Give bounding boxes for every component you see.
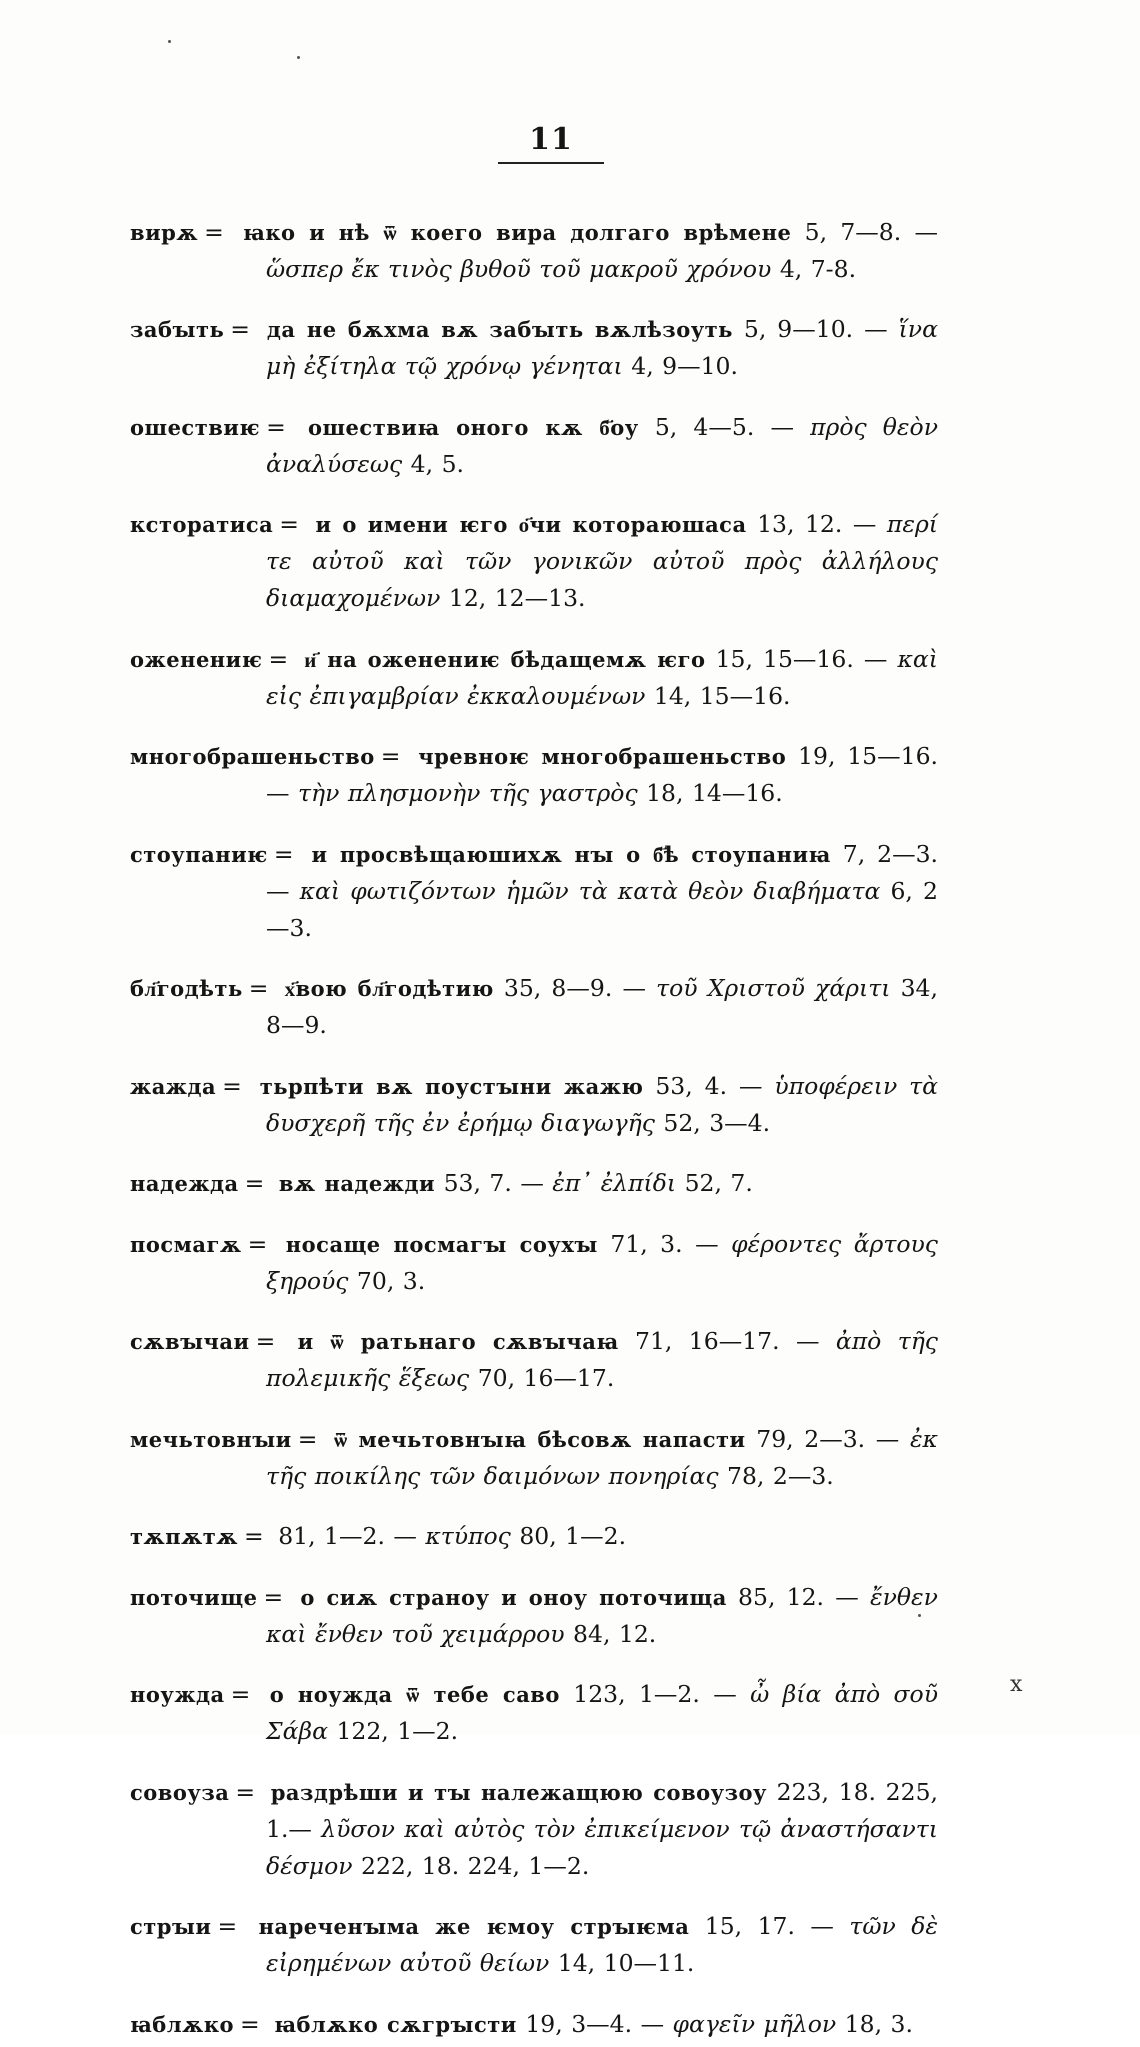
slavonic-reference: 123, 1—2. — [573, 1680, 700, 1708]
greek-reference: 52, 3—4. — [663, 1108, 771, 1137]
slavonic-quote: и ѿ ратьнаго сѫвꙑчаꙗ — [297, 1329, 619, 1354]
slavonic-reference: 71, 16—17. — [635, 1327, 780, 1355]
slavonic-quote: ꙗблѫко сѫгрꙑсти — [274, 2011, 517, 2037]
equals-sign: = — [263, 1582, 284, 1611]
slavonic-reference: 19, 3—4. — [525, 2009, 633, 2038]
entry-headword: бл҃годѣть — [130, 976, 243, 1001]
print-speck — [297, 56, 300, 59]
glossary-entry — [130, 970, 938, 1044]
slavonic-quote: и просвѣщаюшихѫ нꙑ о б҃ѣ стоупаниꙗ — [311, 841, 831, 867]
glossary-entry — [130, 506, 938, 617]
slavonic-reference: 223, 18. 225, 1. — [266, 1777, 938, 1843]
equals-sign: = — [248, 974, 269, 1002]
separator-dash: — — [864, 315, 888, 343]
glossary-entry — [130, 1908, 938, 1982]
equals-sign: = — [244, 1169, 265, 1197]
greek-reference: 6, 2—3. — [266, 876, 938, 942]
greek-reference: 222, 18. 224, 1—2. — [361, 1851, 590, 1880]
slavonic-reference: 13, 12. — [757, 510, 843, 538]
separator-dash: — — [622, 974, 646, 1002]
equals-sign: = — [255, 1327, 276, 1355]
separator-dash: — — [520, 1169, 544, 1197]
greek-quote: ὥσπερ ἔκ τινὸς βυθοῦ τοῦ μακροῦ χρόνου — [266, 254, 772, 283]
slavonic-reference: 5, 9—10. — [743, 315, 854, 343]
slavonic-quote: раздрѣши и тꙑ належащюю совоузоу — [270, 1779, 767, 1805]
slavonic-reference: 15, 17. — [704, 1912, 795, 1940]
glossary-entry — [130, 1774, 938, 1885]
greek-reference: 84, 12. — [573, 1619, 657, 1648]
separator-dash: — — [393, 1522, 417, 1550]
entry-headword: забꙑть — [130, 317, 225, 342]
entry-headword: мечьтовнꙑи — [130, 1426, 292, 1452]
slavonic-reference: 79, 2—3. — [756, 1424, 866, 1453]
slavonic-quote: ѿ мечьтовнꙑꙗ бѣсовѫ напасти — [334, 1426, 746, 1452]
greek-reference: 4, 9—10. — [631, 352, 738, 380]
entry-headword: надежда — [130, 1171, 239, 1196]
greek-quote: ἵνα μὴ ἐξίτηλα τῷ χρόνῳ γένηται — [266, 315, 938, 380]
equals-sign: = — [247, 1229, 268, 1258]
glossary-entry — [130, 1226, 938, 1300]
greek-reference: 80, 1—2. — [519, 1522, 627, 1550]
glossary-entry — [130, 738, 938, 812]
equals-sign: = — [268, 644, 289, 673]
equals-sign: = — [204, 217, 224, 246]
equals-sign: = — [240, 2009, 260, 2038]
entry-headword: стоупаниѥ — [130, 841, 268, 867]
slavonic-reference: 35, 8—9. — [503, 974, 613, 1002]
page-number: 11 — [529, 122, 573, 157]
greek-reference: 52, 7. — [684, 1169, 753, 1197]
separator-dash: — — [695, 1229, 719, 1258]
glossary-entry — [130, 2006, 938, 2043]
slavonic-quote: ꙗко и нѣ ѿ коего вира долгаго врѣмене — [243, 219, 792, 245]
greek-quote: ἐκ τῆς ποικίλης τῶν δαιμόνων πονηρίας — [266, 1424, 938, 1490]
slavonic-reference: 85, 12. — [738, 1582, 825, 1611]
glossary-entry — [130, 836, 938, 947]
greek-reference: 14, 15—16. — [653, 681, 791, 710]
greek-reference: 34, 8—9. — [266, 974, 938, 1039]
glossary-entries — [130, 190, 938, 2047]
slavonic-quote: х҃вою бл҃годѣтию — [284, 976, 494, 1001]
separator-dash: — — [713, 1680, 737, 1708]
slavonic-reference: 19, 15—16. — [798, 742, 938, 770]
greek-reference: 14, 10—11. — [557, 1949, 695, 1977]
slavonic-reference: 7, 2—3. — [842, 839, 938, 868]
slavonic-reference: 5, 7—8. — [804, 217, 902, 246]
separator-dash: — — [810, 1912, 834, 1940]
entry-headword: оженениѥ — [130, 646, 263, 672]
margin-mark: x — [1010, 1672, 1023, 1697]
slavonic-quote: и о имени ѥго о҃чи котораюшаса — [315, 512, 747, 537]
slavonic-quote: ошествиꙗ оного кѫ б҃оу — [307, 414, 639, 440]
greek-reference: 18, 14—16. — [646, 779, 783, 807]
greek-quote: λῦσον καὶ αὐτὸς τὸν ἐπικείμενον τῷ ἀναστήσαντι δέσμον — [266, 1814, 938, 1880]
greek-reference: 18, 3. — [844, 2009, 913, 2038]
entry-headword: посмагѫ — [130, 1231, 242, 1257]
separator-dash: — — [738, 1071, 763, 1100]
greek-reference: 12, 12—13. — [448, 584, 586, 612]
greek-quote: ἔνθεν καὶ ἔνθεν τοῦ χειμάρρου — [266, 1582, 938, 1648]
greek-quote: τῶν δὲ εἰρημένων αὐτοῦ θείων — [266, 1912, 938, 1977]
glossary-entry — [130, 1518, 938, 1555]
separator-dash: — — [835, 1582, 859, 1611]
entry-headword: сѫвꙑчаи — [130, 1329, 250, 1354]
entry-headword: ошествиѥ — [130, 414, 261, 440]
equals-sign: = — [273, 839, 294, 868]
slavonic-quote: тьрпѣти вѫ поустꙑни жажю — [259, 1073, 644, 1099]
greek-quote: φέροντες ἄρτους ξηρούς — [266, 1229, 938, 1295]
glossary-entry — [130, 1165, 938, 1202]
entry-headword: многобрашеньство — [130, 744, 375, 769]
equals-sign: = — [217, 1912, 238, 1940]
equals-sign: = — [235, 1777, 256, 1806]
glossary-entry — [130, 1421, 938, 1495]
greek-quote: κτύπος — [425, 1522, 511, 1550]
equals-sign: = — [230, 1680, 251, 1708]
entry-headword: ксторатиса — [130, 512, 274, 537]
greek-quote: ὦ βία ἀπὸ σοῦ Σάβα — [266, 1680, 938, 1745]
greek-quote: καὶ εἰς ἐπιγαμβρίαν ἐκκαλουμένων — [266, 644, 938, 710]
greek-reference: 78, 2—3. — [727, 1461, 834, 1490]
greek-quote: περί τε αὐτοῦ καὶ τῶν γονικῶν αὐτοῦ πρὸς ἀλλήλους διαμαχομένων — [266, 510, 938, 612]
separator-dash: — — [863, 644, 888, 673]
slavonic-reference: 5, 4—5. — [654, 412, 755, 441]
equals-sign: = — [230, 315, 250, 343]
glossary-entry — [130, 1579, 938, 1653]
greek-reference: 4, 5. — [410, 449, 464, 478]
slavonic-quote: о сиѫ страноу и оноу поточища — [300, 1584, 727, 1610]
glossary-entry — [130, 641, 938, 715]
greek-reference: 4, 7-8. — [779, 254, 857, 283]
greek-reference: 70, 16—17. — [477, 1364, 615, 1392]
slavonic-quote: чревноѥ многобрашеньство — [418, 744, 787, 769]
separator-dash: — — [266, 876, 290, 905]
greek-quote: φαγεῖν μῆλον — [672, 2009, 837, 2038]
glossary-entry — [130, 1323, 938, 1397]
greek-quote: ὑποφέρειν τὰ δυσχερῆ τῆς ἐν ἐρήμῳ διαγωγῆς — [266, 1071, 938, 1137]
separator-dash: — — [770, 412, 794, 441]
equals-sign: = — [297, 1424, 318, 1453]
slavonic-reference: 53, 7. — [443, 1169, 512, 1197]
entry-headword: ꙗблѫко — [130, 2011, 235, 2037]
slavonic-reference: 53, 4. — [655, 1071, 728, 1100]
slavonic-quote: вѫ надежди — [278, 1171, 436, 1196]
slavonic-quote: носаще посмагꙑ соухꙑ — [285, 1231, 598, 1257]
greek-reference: 122, 1—2. — [336, 1717, 459, 1745]
equals-sign: = — [244, 1522, 264, 1550]
greek-quote: ἐπ᾿ ἐλπίδι — [552, 1169, 677, 1197]
greek-quote: πρὸς θεὸν ἀναλύσεως — [266, 412, 938, 478]
glossary-entry — [130, 1068, 938, 1142]
separator-dash: — — [914, 217, 938, 246]
slavonic-quote: о ноужда ѿ тебе саво — [269, 1682, 560, 1707]
equals-sign: = — [266, 412, 286, 441]
entry-headword: совоуза — [130, 1779, 230, 1805]
glossary-entry — [130, 1676, 938, 1750]
entry-headword: стрꙑи — [130, 1914, 212, 1939]
slavonic-quote: нареченꙑма же ѥмоу стрꙑѥма — [258, 1914, 690, 1939]
print-speck — [168, 40, 171, 43]
greek-quote: τοῦ Χριστοῦ χάριτι — [656, 974, 891, 1002]
greek-quote: καὶ φωτιζόντων ἡμῶν τὰ κατὰ θεὸν διαβήματα — [299, 876, 881, 905]
glossary-entry — [130, 214, 938, 288]
separator-dash: — — [266, 779, 290, 807]
separator-dash: — — [640, 2009, 665, 2038]
greek-reference: 70, 3. — [356, 1266, 426, 1295]
slavonic-reference: 15, 15—16. — [715, 644, 854, 673]
page-number-rule — [498, 162, 604, 164]
slavonic-reference: 71, 3. — [610, 1229, 683, 1258]
equals-sign: = — [222, 1071, 242, 1100]
slavonic-quote: и҃ на оженениѥ бѣдащемѫ ѥго — [304, 646, 706, 672]
glossary-entry — [130, 311, 938, 385]
print-speck — [918, 1614, 921, 1617]
separator-dash: — — [795, 1327, 820, 1355]
separator-dash: — — [875, 1424, 900, 1453]
equals-sign: = — [279, 510, 299, 538]
slavonic-quote: да не бѫхма вѫ забꙑть вѫлѣзоуть — [266, 317, 733, 342]
glossary-entry — [130, 409, 938, 483]
entry-headword: ноужда — [130, 1682, 225, 1707]
equals-sign: = — [380, 742, 401, 770]
entry-headword: поточище — [130, 1584, 258, 1610]
separator-dash: — — [288, 1814, 312, 1843]
entry-headword: вирѫ — [130, 219, 199, 245]
entry-headword: тѫпѫтѫ — [130, 1524, 239, 1549]
separator-dash: — — [852, 510, 877, 538]
slavonic-reference: 81, 1—2. — [278, 1522, 385, 1550]
greek-quote: τὴν πλησμονὴν τῆς γαστρὸς — [297, 779, 638, 807]
entry-headword: жажда — [130, 1073, 217, 1099]
greek-quote: ἀπὸ τῆς πολεμικῆς ἕξεως — [266, 1327, 938, 1392]
